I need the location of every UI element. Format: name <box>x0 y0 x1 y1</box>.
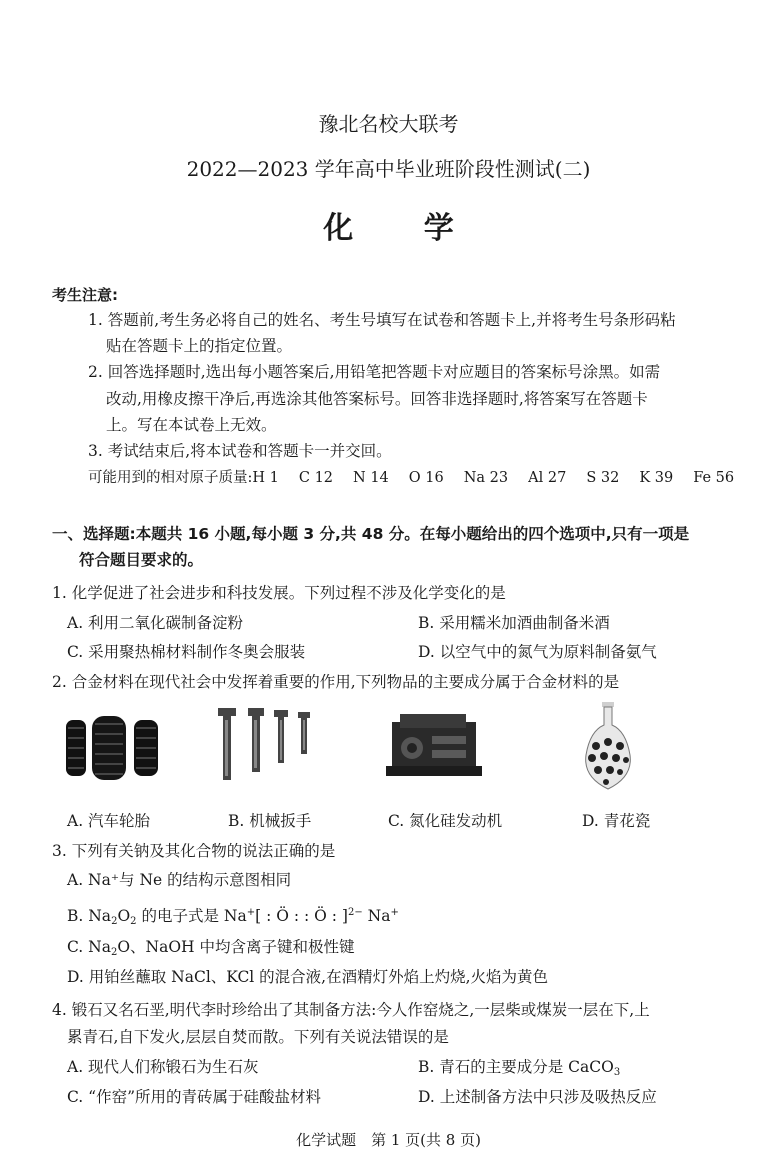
q1-stem: 1. 化学促进了社会进步和科技发展。下列过程不涉及化学变化的是 <box>52 584 506 602</box>
q4-option-d: D. 上述制备方法中只涉及吸热反应 <box>418 1088 657 1106</box>
q3-option-d: D. 用铂丝蘸取 NaCl、KCl 的混合液,在酒精灯外焰上灼烧,火焰为黄色 <box>67 968 549 986</box>
section-heading-line2: 符合题目要求的。 <box>79 551 204 569</box>
mass-fe: Fe 56 <box>693 470 735 486</box>
subject-title: 化 学 <box>323 211 484 246</box>
q2-option-a: A. 汽车轮胎 <box>67 812 151 830</box>
mass-na: Na 23 <box>463 470 509 486</box>
q1-option-c: C. 采用聚热棉材料制作冬奥会服装 <box>67 643 306 661</box>
mass-c: C 12 <box>298 470 334 486</box>
q1-option-a: A. 利用二氧化碳制备淀粉 <box>67 614 244 632</box>
notice-item-2a: 2. 回答选择题时,选出每小题答案后,用铅笔把答题卡对应题目的答案标号涂黑。如需 <box>88 363 661 381</box>
q4-option-b: B. 青石的主要成分是 CaCO$_3$ <box>418 1058 621 1078</box>
mass-al: Al 27 <box>528 470 567 486</box>
section-heading-line1: 一、选择题:本题共 16 小题,每小题 3 分,共 48 分。在每小题给出的四个选项中,只有一项是 <box>52 525 690 543</box>
mass-s: S 32 <box>586 470 620 486</box>
page-footer: 化学试题 第 1 页(共 8 页) <box>296 1131 481 1149</box>
q2-option-c: C. 氮化硅发动机 <box>388 812 503 830</box>
notice-item-1b: 贴在答题卡上的指定位置。 <box>106 337 293 355</box>
q2-option-d: D. 青花瓷 <box>582 812 651 830</box>
mass-n: N 14 <box>353 470 389 486</box>
q3-option-b: B. $Na_2O_2$ 的电子式是 Na+[ : Ö : : Ö : ]$^{2-}$ Na+ <box>67 907 399 927</box>
masses-label: 可能用到的相对原子质量: <box>88 470 253 486</box>
q3-option-c: C. $Na_2O$、NaOH 中均含离子键和极性键 <box>67 938 355 958</box>
q3-option-a: A. Na⁺与 Ne 的结构示意图相同 <box>67 871 292 889</box>
notice-item-1a: 1. 答题前,考生务必将自己的姓名、考生号填写在试卷和答题卡上,并将考生号条形码粘 <box>88 311 676 329</box>
tyres-image <box>64 716 164 780</box>
mass-k: K 39 <box>639 470 674 486</box>
q4-option-c: C. “作窑”所用的青砖属于硅酸盐材料 <box>67 1088 322 1106</box>
q4-option-a: A. 现代人们称锻石为生石灰 <box>67 1058 259 1076</box>
notice-label: 考生注意: <box>52 286 118 304</box>
q1-option-b: B. 采用糯米加酒曲制备米酒 <box>418 614 610 632</box>
q1-option-d: D. 以空气中的氮气为原料制备氨气 <box>418 643 657 661</box>
exam-organization: 豫北名校大联考 <box>318 112 459 136</box>
exam-title: 2022—2023 学年高中毕业班阶段性测试(二) <box>186 157 591 181</box>
q2-option-b: B. 机械扳手 <box>228 812 312 830</box>
q4-stem-line1: 4. 锻石又名石垩,明代李时珍给出了其制备方法:今人作窑烧之,一层柴或煤炭一层在下,上 <box>52 1001 650 1019</box>
peroxide-electron-formula: [ : Ö : : Ö : ] <box>255 907 348 925</box>
atomic-masses <box>88 467 734 489</box>
q3-stem: 3. 下列有关钠及其化合物的说法正确的是 <box>52 842 336 860</box>
mass-h: H 1 <box>252 470 279 486</box>
wrenches-image <box>214 704 324 784</box>
notice-item-3: 3. 考试结束后,将本试卷和答题卡一并交回。 <box>88 442 392 460</box>
notice-item-2c: 上。写在本试卷上无效。 <box>106 416 277 434</box>
engine-image <box>386 710 482 784</box>
q2-stem: 2. 合金材料在现代社会中发挥着重要的作用,下列物品的主要成分属于合金材料的是 <box>52 673 620 691</box>
notice-item-2b: 改动,用橡皮擦干净后,再选涂其他答案标号。回答非选择题时,将答案写在答题卡 <box>106 390 648 408</box>
q4-stem-line2: 累青石,自下发火,层层自焚而散。下列有关说法错误的是 <box>67 1028 449 1046</box>
mass-o: O 16 <box>408 470 444 486</box>
porcelain-vase-image <box>578 700 638 792</box>
